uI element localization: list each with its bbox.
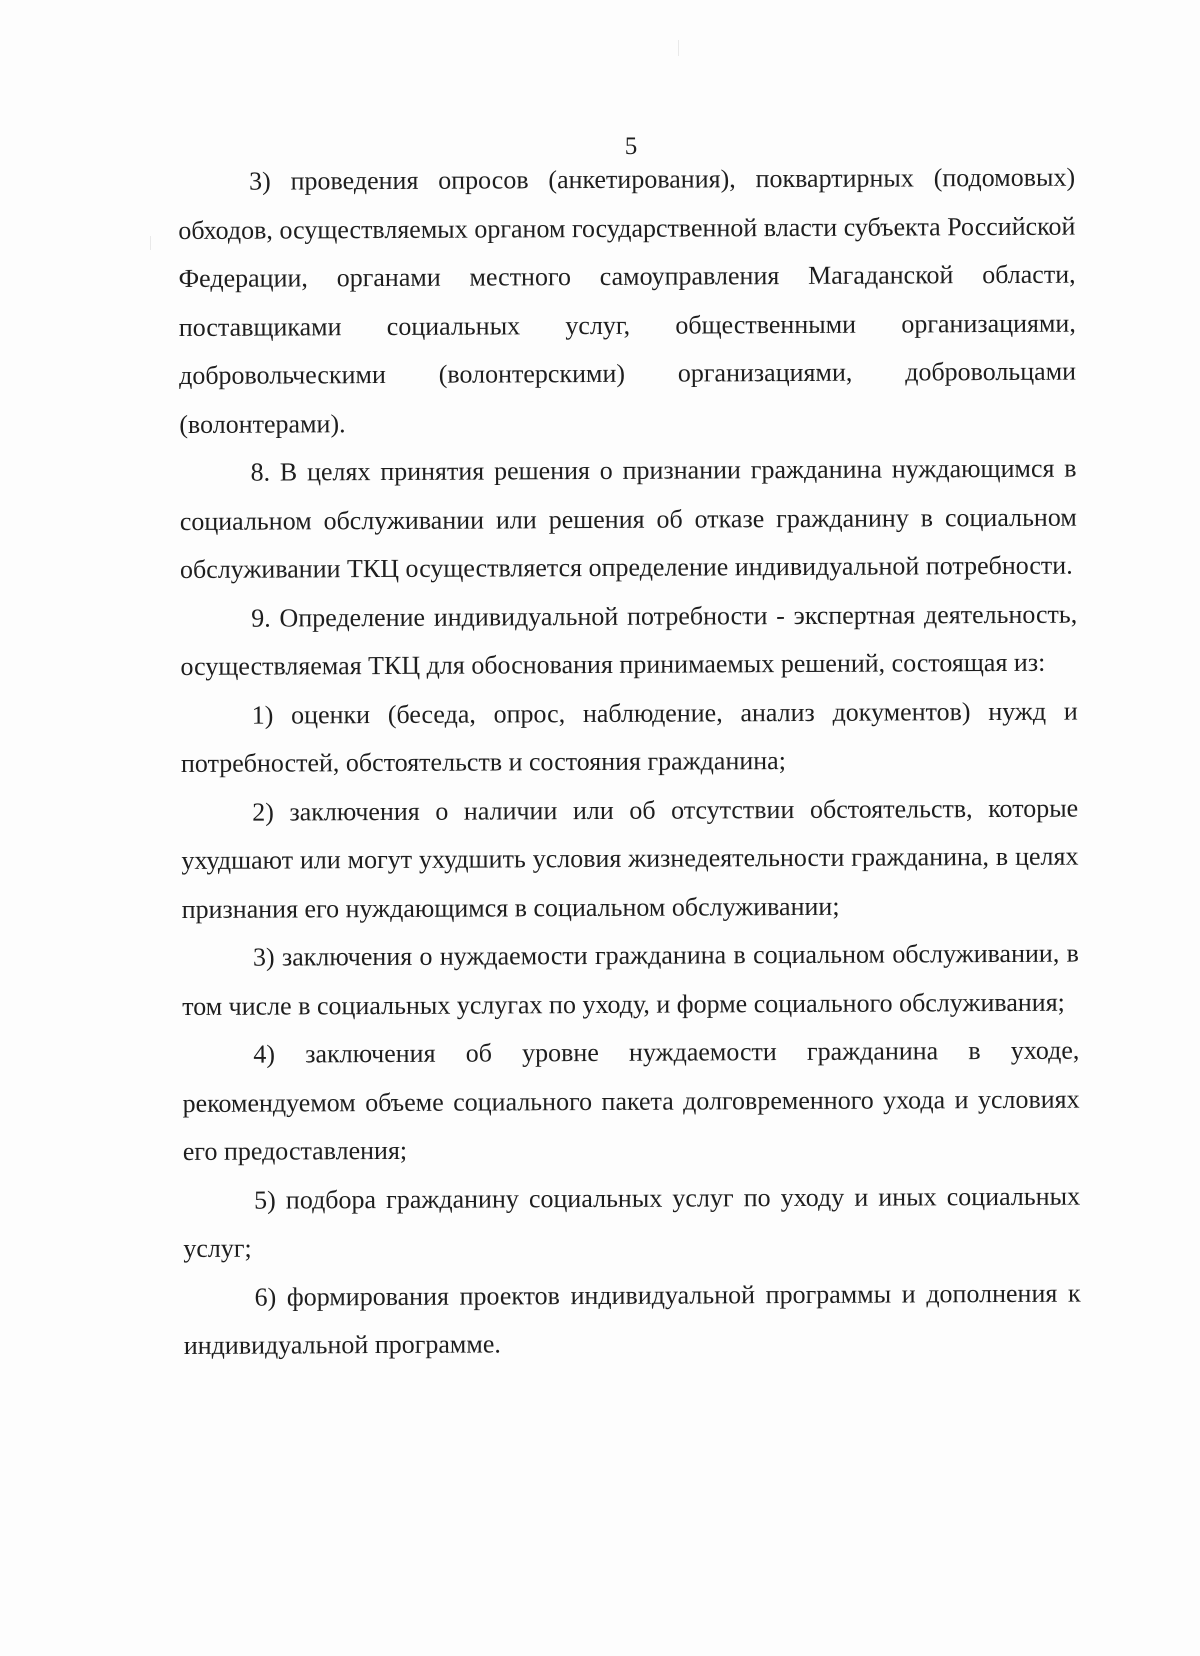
scan-mark-left bbox=[150, 236, 151, 250]
page-number: 5 bbox=[624, 133, 638, 160]
list-item-6-program-drafts: 6) формирования проектов индивидуальной программы и дополнения к индивидуальной программе. bbox=[183, 1278, 1081, 1360]
paragraph-item-3-survey: 3) проведения опросов (анкетирования), поквартирных (подомовых) обходов, осуществляемых органом государственной власти субъекта Российской Федерации, органами местного самоуправления Магаданской области, поставщиками социальных услуг, общественными организациями, добровольческими (волонтерскими) организациями, добровольцами (волонтерами). bbox=[178, 162, 1077, 439]
paragraph-9-expert-activity: 9. Определение индивидуальной потребности - экспертная деятельность, осуществляемая ТКЦ для обоснования принимаемых решений, состоящая из: bbox=[180, 599, 1078, 681]
list-item-3-need-conclusion: 3) заключения о нуждаемости гражданина в социальном обслуживании, в том числе в социальных услугах по уходу, и форме социального обслуживания; bbox=[182, 938, 1079, 1021]
paragraph-8-need-assessment: 8. В целях принятия решения о признании гражданина нуждающимся в социальном обслуживании или решения об отказе гражданину в социальном обслуживании ТКЦ осуществляется определение индивидуальной потребности. bbox=[179, 453, 1077, 584]
scan-mark-top bbox=[678, 40, 679, 56]
list-item-4-care-level: 4) заключения об уровне нуждаемости гражданина в уходе, рекомендуемом объеме социального пакета долговременного ухода и условиях его предоставления; bbox=[182, 1035, 1080, 1166]
list-item-1-evaluation: 1) оценки (беседа, опрос, наблюдение, анализ документов) нужд и потребностей, обстоятельств и состояния гражданина; bbox=[180, 696, 1078, 778]
document-body bbox=[178, 154, 1081, 1371]
list-item-5-service-selection: 5) подбора гражданину социальных услуг по уходу и иных социальных услуг; bbox=[183, 1181, 1081, 1263]
list-item-2-circumstances: 2) заключения о наличии или об отсутствии обстоятельств, которые ухудшают или могут ухудшить условия жизнедеятельности гражданина, в целях признания его нуждающимся в социальном обслуживании; bbox=[181, 793, 1079, 924]
